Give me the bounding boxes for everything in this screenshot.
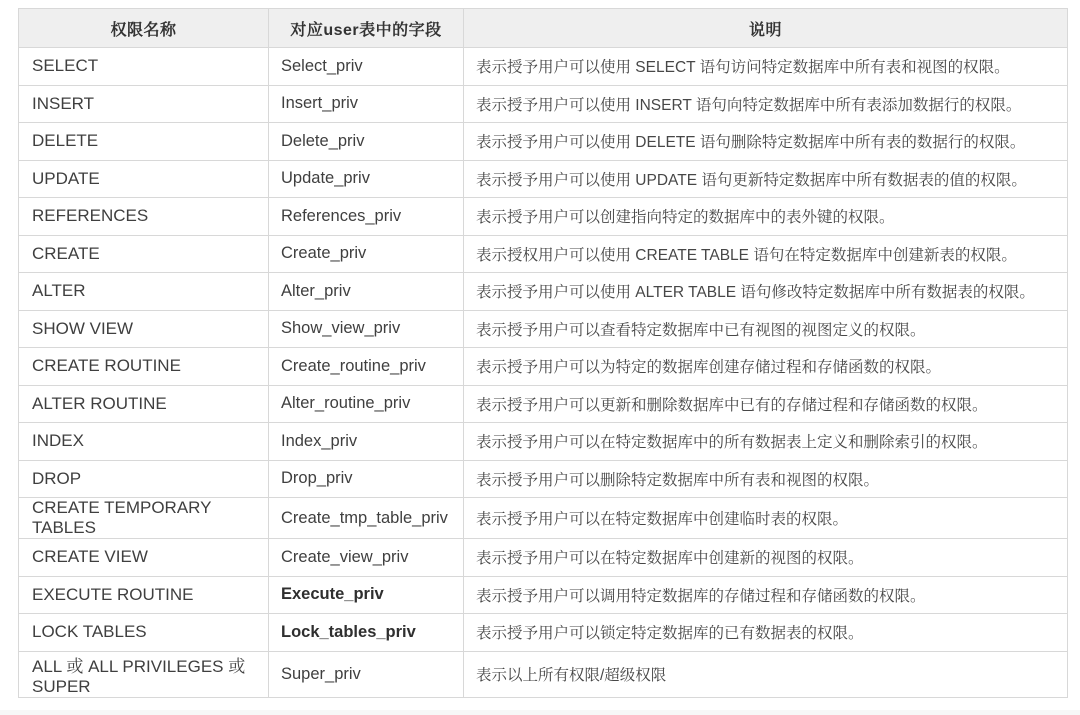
privilege-name-cell: INDEX bbox=[19, 423, 269, 461]
user-field-cell: Update_priv bbox=[269, 160, 464, 198]
description-cell: 表示授予用户可以更新和删除数据库中已有的存储过程和存储函数的权限。 bbox=[464, 385, 1068, 423]
user-field-cell: Create_tmp_table_priv bbox=[269, 498, 464, 539]
privilege-name-cell: INSERT bbox=[19, 85, 269, 123]
privilege-name-cell: ALTER ROUTINE bbox=[19, 385, 269, 423]
user-field-cell: Drop_priv bbox=[269, 460, 464, 498]
description-cell: 表示授予用户可以使用 SELECT 语句访问特定数据库中所有表和视图的权限。 bbox=[464, 48, 1068, 86]
table-row bbox=[19, 498, 1068, 539]
privilege-name-cell: CREATE ROUTINE bbox=[19, 348, 269, 386]
privilege-name-cell: ALTER bbox=[19, 273, 269, 311]
table-row bbox=[19, 48, 1068, 86]
table-row bbox=[19, 651, 1068, 697]
description-cell: 表示授予用户可以使用 INSERT 语句向特定数据库中所有表添加数据行的权限。 bbox=[464, 85, 1068, 123]
user-field-cell: References_priv bbox=[269, 198, 464, 236]
user-field-cell: Alter_priv bbox=[269, 273, 464, 311]
user-field-cell: Select_priv bbox=[269, 48, 464, 86]
description-cell: 表示授予用户可以调用特定数据库的存储过程和存储函数的权限。 bbox=[464, 576, 1068, 614]
description-cell: 表示授予用户可以查看特定数据库中已有视图的视图定义的权限。 bbox=[464, 310, 1068, 348]
user-field-cell: Create_routine_priv bbox=[269, 348, 464, 386]
table-row bbox=[19, 160, 1068, 198]
privilege-name-cell: CREATE VIEW bbox=[19, 539, 269, 577]
description-cell: 表示授予用户可以使用 ALTER TABLE 语句修改特定数据库中所有数据表的权限。 bbox=[464, 273, 1068, 311]
table-row bbox=[19, 123, 1068, 161]
description-cell: 表示授予用户可以在特定数据库中创建临时表的权限。 bbox=[464, 498, 1068, 539]
privilege-name-cell: SHOW VIEW bbox=[19, 310, 269, 348]
table-row bbox=[19, 348, 1068, 386]
table-row bbox=[19, 198, 1068, 236]
table-row bbox=[19, 273, 1068, 311]
user-field-cell: Create_priv bbox=[269, 235, 464, 273]
user-field-cell: Alter_routine_priv bbox=[269, 385, 464, 423]
privilege-name-cell: ALL 或 ALL PRIVILEGES 或 SUPER bbox=[19, 651, 269, 697]
user-field-cell: Index_priv bbox=[269, 423, 464, 461]
user-field-cell: Super_priv bbox=[269, 651, 464, 697]
user-field-cell: Create_view_priv bbox=[269, 539, 464, 577]
user-field-cell: Lock_tables_priv bbox=[269, 614, 464, 652]
table-row bbox=[19, 614, 1068, 652]
privilege-name-cell: CREATE bbox=[19, 235, 269, 273]
description-cell: 表示授权用户可以使用 CREATE TABLE 语句在特定数据库中创建新表的权限。 bbox=[464, 235, 1068, 273]
table-row bbox=[19, 576, 1068, 614]
page-bottom-edge bbox=[0, 710, 1080, 715]
user-field-cell: Execute_priv bbox=[269, 576, 464, 614]
privilege-name-cell: REFERENCES bbox=[19, 198, 269, 236]
description-cell: 表示授予用户可以在特定数据库中创建新的视图的权限。 bbox=[464, 539, 1068, 577]
description-cell: 表示授予用户可以创建指向特定的数据库中的表外键的权限。 bbox=[464, 198, 1068, 236]
column-header-user-field: 对应user表中的字段 bbox=[269, 9, 464, 48]
table-row bbox=[19, 460, 1068, 498]
description-cell: 表示授予用户可以为特定的数据库创建存储过程和存储函数的权限。 bbox=[464, 348, 1068, 386]
privilege-name-cell: LOCK TABLES bbox=[19, 614, 269, 652]
privilege-name-cell: SELECT bbox=[19, 48, 269, 86]
user-field-cell: Delete_priv bbox=[269, 123, 464, 161]
privileges-table bbox=[18, 8, 1068, 698]
privilege-name-cell: DELETE bbox=[19, 123, 269, 161]
column-header-privilege-name: 权限名称 bbox=[19, 9, 269, 48]
description-cell: 表示授予用户可以锁定特定数据库的已有数据表的权限。 bbox=[464, 614, 1068, 652]
description-cell: 表示授予用户可以删除特定数据库中所有表和视图的权限。 bbox=[464, 460, 1068, 498]
column-header-description: 说明 bbox=[464, 9, 1068, 48]
table-row bbox=[19, 423, 1068, 461]
table-row bbox=[19, 385, 1068, 423]
description-cell: 表示授予用户可以使用 UPDATE 语句更新特定数据库中所有数据表的值的权限。 bbox=[464, 160, 1068, 198]
user-field-cell: Show_view_priv bbox=[269, 310, 464, 348]
table-row bbox=[19, 235, 1068, 273]
table-row bbox=[19, 310, 1068, 348]
privilege-name-cell: EXECUTE ROUTINE bbox=[19, 576, 269, 614]
privilege-name-cell: UPDATE bbox=[19, 160, 269, 198]
user-field-cell: Insert_priv bbox=[269, 85, 464, 123]
description-cell: 表示授予用户可以在特定数据库中的所有数据表上定义和删除索引的权限。 bbox=[464, 423, 1068, 461]
privilege-name-cell: CREATE TEMPORARY TABLES bbox=[19, 498, 269, 539]
description-cell: 表示授予用户可以使用 DELETE 语句删除特定数据库中所有表的数据行的权限。 bbox=[464, 123, 1068, 161]
table-row bbox=[19, 539, 1068, 577]
header-row bbox=[19, 9, 1068, 48]
table-row bbox=[19, 85, 1068, 123]
privilege-name-cell: DROP bbox=[19, 460, 269, 498]
description-cell: 表示以上所有权限/超级权限 bbox=[464, 651, 1068, 697]
privileges-table-container bbox=[18, 8, 1067, 698]
